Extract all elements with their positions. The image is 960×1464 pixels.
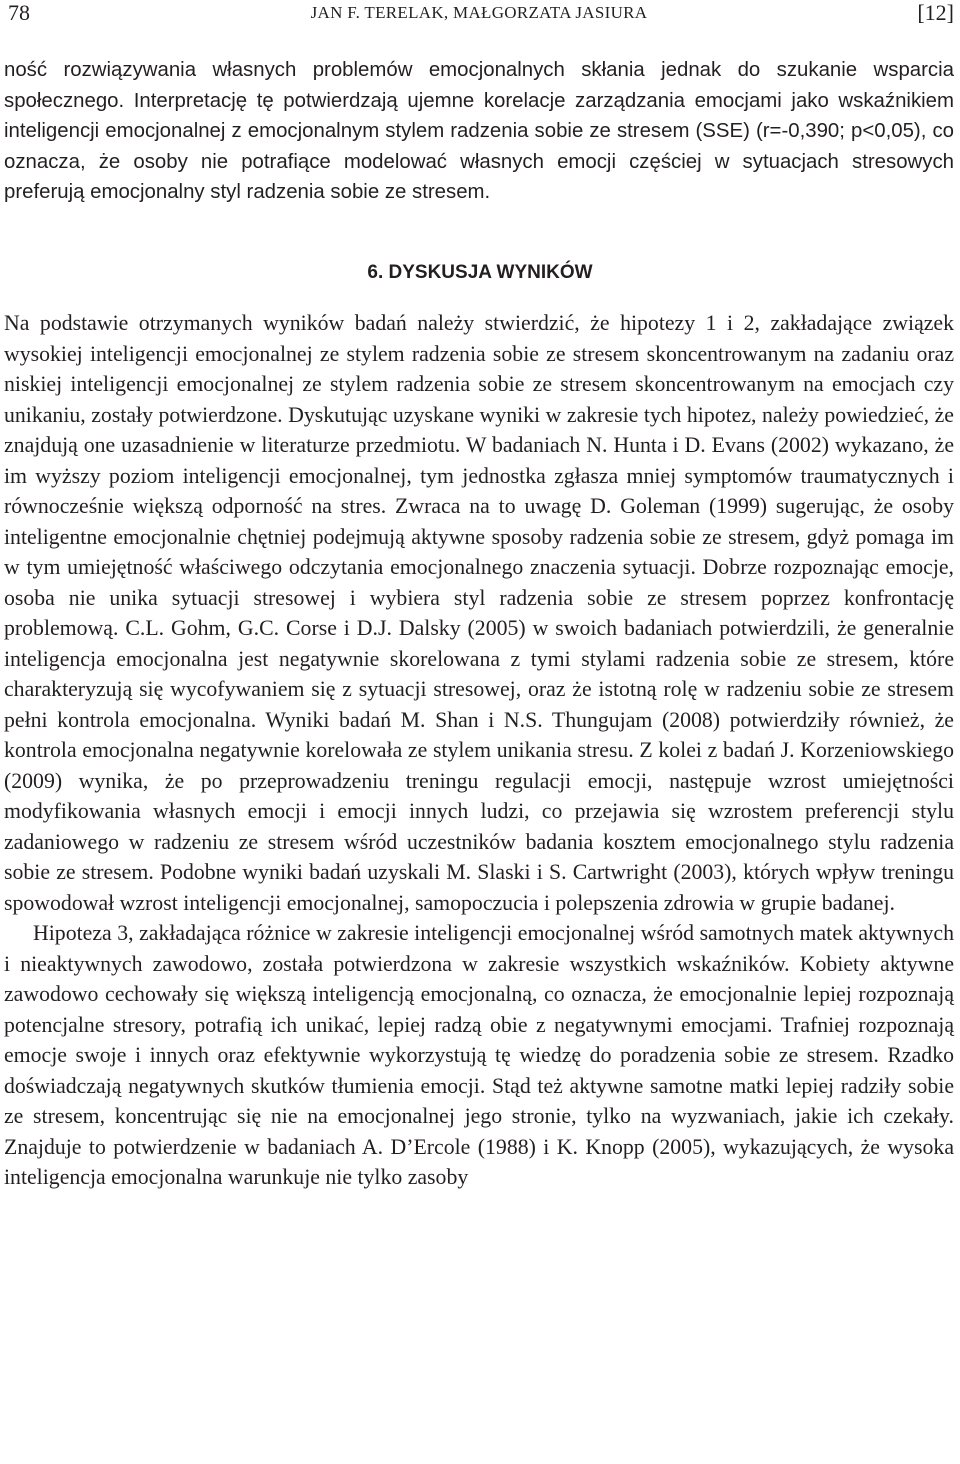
issue-number: [12] [917,0,954,25]
running-header [4,0,954,26]
section-heading: 6. DYSKUSJA WYNIKÓW [367,262,593,283]
page-number: 78 [8,0,30,25]
section-body [4,308,954,1193]
body-paragraph-1: Na podstawie otrzymanych wyników badań należy stwierdzić, że hipotezy 1 i 2, zakładające związek wysokiej inteligencji emocjonalnej ze stylem radzenia sobie ze stresem skoncentrowanym na zadaniu oraz niskiej inteligencji emocjonalnej ze stylem radzenia sobie ze stresem skoncentrowanym na emocjach czy unikaniu, zostały potwierdzone. Dyskutując uzyskane wyniki w zakresie tych hipotez, należy powiedzieć, że znajdują one uzasadnienie w literaturze przedmiotu. W badaniach N. Hunta i D. Evans (2002) wykazano, że im wyższy poziom inteligencji emocjonalnej, tym jednostka zgłasza mniej symptomów traumatycznych i równocześnie większą odporność na stres. Zwraca na to uwagę D. Goleman (1999) sugerując, że osoby inteligentne emocjonalnie chętniej podejmują aktywne sposoby radzenia sobie ze stresem, gdyż pomaga im w tym umiejętność właściwego odczytania emocjonalnego znaczenia sytuacji. Dobrze rozpoznając emocje, osoba nie unika sytuacji stresowej i wybiera styl radzenia sobie ze stresem poprzez konfrontację problemową. C.L. Gohm, G.C. Corse i D.J. Dalsky (2005) w swoich badaniach potwierdzili, że generalnie inteligencja emocjonalna jest negatywnie skorelowana z tymi stylami radzenia sobie ze stresem, które charakteryzują się wycofywaniem się z sytuacji stresowej, oraz że istotną rolę w radzeniu sobie ze stresem pełni kontrola emocjonalna. Wyniki badań M. Shan i N.S. Thungujam (2008) potwierdziły również, że kontrola emocjonalna negatywnie korelowała ze stylem unikania stresu. Z kolei z badań J. Korzeniowskiego (2009) wynika, że po przeprowadzeniu treningu regulacji emocji, następuje wzrost umiejętności modyfikowania własnych emocji i emocji innych ludzi, co przejawia się wzrostem preferencji stylu zadaniowego w radzeniu ze stresem wśród uczestników badania kosztem emocjonalnego stylu radzenia sobie ze stresem. Podobne wyniki badań uzyskali M. Slaski i S. Cartwright (2003), których wpływ treningu spowodował wzrost inteligencji emocjonalnej, samopoczucia i polepszenia zdrowia w grupie badanej. [4,311,954,915]
continuation-paragraph: ność rozwiązywania własnych problemów emocjonalnych skłania jednak do szukanie wsparcia społecznego. Interpretację tę potwierdzają ujemne korelacje zarządzania emocjami jako wskaźnikiem inteligencji emocjonalnej z emocjonalnym stylem radzenia sobie ze stresem (SSE) (r=-0,390; p<0,05), co oznacza, że osoby nie potrafiące modelować własnych emocji częściej w sytuacjach stresowych preferują emocjonalny styl radzenia sobie ze stresem. [4,59,954,203]
body-paragraph-2: Hipoteza 3, zakładająca różnice w zakresie inteligencji emocjonalnej wśród samotnych matek aktywnych i nieaktywnych zawodowo, została potwierdzona w zakresie wszystkich wskaźników. Kobiety aktywne zawodowo cechowały się większą inteligencją emocjonalną, co oznacza, że emocjonalnie lepiej rozpoznają potencjalne stresory, potrafią ich unikać, lepiej radzą obie z negatywnymi emocjami. Trafniej rozpoznają emocje swoje i innych oraz efektywnie wykorzystują tę wiedzę do poradzenia sobie ze stresem. Rzadko doświadczają negatywnych skutków tłumienia emocji. Stąd też aktywne samotne matki lepiej radziły sobie ze stresem, koncentrując się nie na emocjonalnej jego stronie, tylko na wyzwaniach, jakie ich czekały. Znajduje to potwierdzenie w badaniach A. D’Ercole (1988) i K. Knopp (2005), wykazujących, że wysoka inteligencja emocjonalna warunkuje nie tylko zasoby [4,921,954,1189]
running-header-authors: JAN F. TERELAK, MAŁGORZATA JASIURA [310,3,648,22]
